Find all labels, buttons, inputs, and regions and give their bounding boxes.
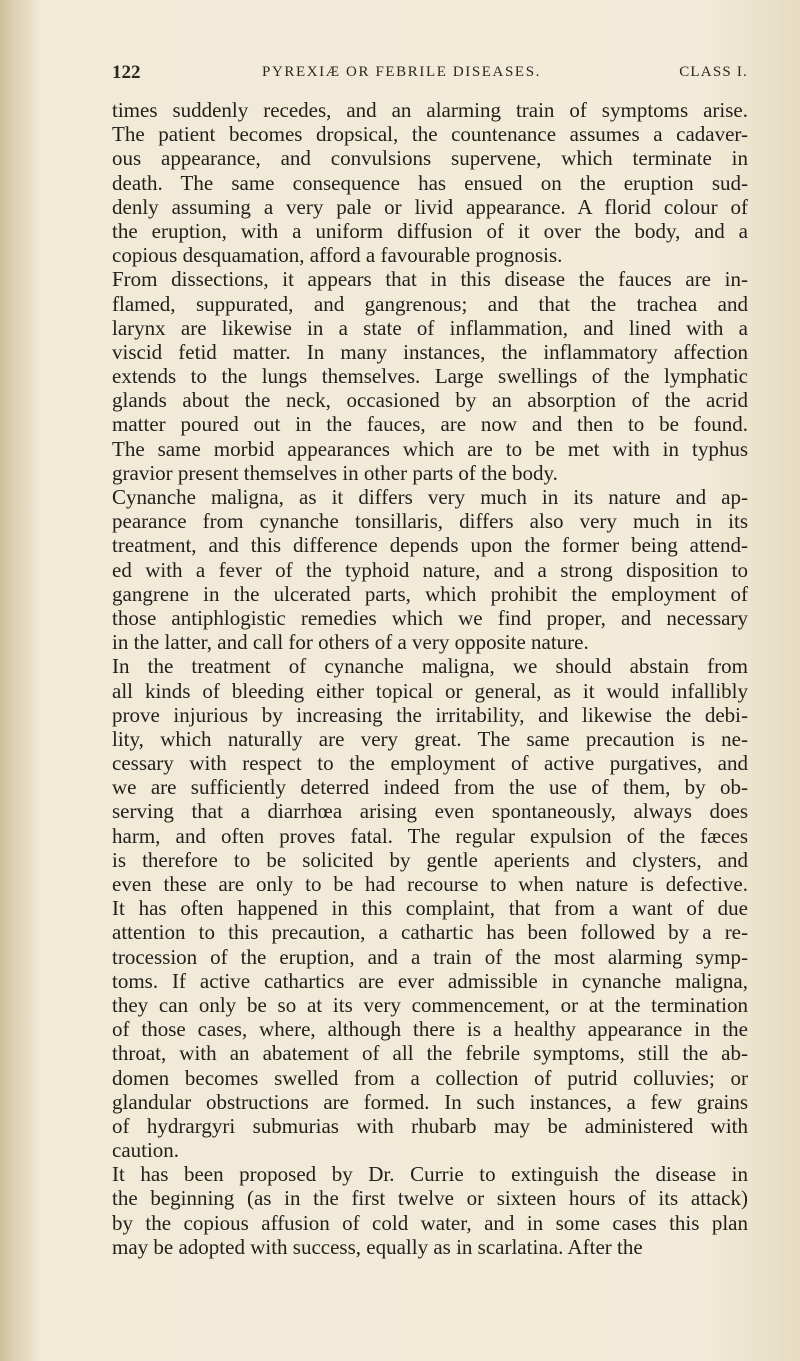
body-text	[112, 98, 748, 1259]
text-line: larynx are likewise in a state of inflammation, and lined with a	[112, 315, 748, 340]
text-line: It has been proposed by Dr. Currie to extinguish the disease in	[112, 1162, 748, 1187]
page-number: 122	[112, 62, 141, 83]
text-line: copious desquamation, afford a favourable prognosis.	[112, 243, 563, 268]
text-line: lity, which naturally are very great. The same precaution is ne-	[112, 726, 748, 751]
text-line: cessary with respect to the employment of active purgatives, and	[112, 751, 748, 776]
text-line: viscid fetid matter. In many instances, the inflammatory affection	[112, 339, 748, 364]
text-line: pearance from cynanche tonsillaris, differs also very much in its	[112, 509, 748, 534]
text-line: ed with a fever of the typhoid nature, and a strong disposition to	[112, 557, 748, 582]
text-line: trocession of the eruption, and a train of the most alarming symp-	[112, 944, 748, 969]
text-line: of those cases, where, although there is a healthy appearance in the	[112, 1017, 748, 1042]
text-line: may be adopted with success, equally as in scarlatina. After the	[112, 1234, 643, 1259]
text-line: they can only be so at its very commencement, or at the termination	[112, 992, 748, 1017]
text-line: The same morbid appearances which are to be met with in typhus	[112, 436, 748, 461]
text-line: glandular obstructions are formed. In such instances, a few grains	[112, 1089, 748, 1114]
text-line: ous appearance, and convulsions supervene, which terminate in	[112, 146, 748, 171]
text-line: the eruption, with a uniform diffusion of it over the body, and a	[112, 218, 748, 243]
text-line: prove injurious by increasing the irritability, and likewise the debi-	[112, 702, 748, 727]
running-title: PYREXIÆ OR FEBRILE DISEASES.	[262, 64, 541, 80]
text-line: serving that a diarrhœa arising even spontaneously, always does	[112, 799, 748, 824]
text-line: times suddenly recedes, and an alarming train of symptoms arise.	[112, 98, 748, 122]
binding-edge	[0, 0, 40, 1361]
text-line: flamed, suppurated, and gangrenous; and that the trachea and	[112, 291, 748, 316]
text-line: harm, and often proves fatal. The regular expulsion of the fæces	[112, 823, 748, 848]
running-head	[112, 62, 748, 84]
text-line: extends to the lungs themselves. Large swellings of the lymphatic	[112, 364, 748, 389]
text-line: treatment, and this difference depends upon the former being attend-	[112, 533, 748, 558]
text-line: even these are only to be had recourse to when nature is defective.	[112, 872, 748, 896]
text-line: by the copious affusion of cold water, and in some cases this plan	[112, 1210, 748, 1235]
text-line: glands about the neck, occasioned by an absorption of the acrid	[112, 388, 748, 413]
text-line: gravior present themselves in other parts of the body.	[112, 460, 558, 485]
text-line: Cynanche maligna, as it differs very much in its nature and ap-	[112, 485, 748, 509]
class-label: CLASS I.	[679, 64, 748, 80]
text-line: all kinds of bleeding either topical or general, as it would infallibly	[112, 678, 748, 703]
text-line: is therefore to be solicited by gentle aperients and clysters, and	[112, 847, 748, 872]
text-line: caution.	[112, 1138, 180, 1163]
text-line: the beginning (as in the first twelve or sixteen hours of its attack)	[112, 1186, 748, 1211]
text-line: those antiphlogistic remedies which we find proper, and necessary	[112, 605, 748, 630]
text-line: It has often happened in this complaint, that from a want of due	[112, 896, 748, 921]
text-line: domen becomes swelled from a collection of putrid colluvies; or	[112, 1065, 748, 1090]
text-line: From dissections, it appears that in this disease the fauces are in-	[112, 267, 748, 292]
text-line: attention to this precaution, a cathartic has been followed by a re-	[112, 920, 748, 945]
text-line: throat, with an abatement of all the febrile symptoms, still the ab-	[112, 1041, 748, 1066]
text-line: death. The same consequence has ensued on the eruption sud-	[112, 170, 748, 195]
text-line: of hydrargyri submurias with rhubarb may be administered with	[112, 1113, 748, 1138]
text-line: gangrene in the ulcerated parts, which prohibit the employment of	[112, 581, 748, 606]
text-line: matter poured out in the fauces, are now and then to be found.	[112, 412, 748, 437]
text-line: The patient becomes dropsical, the countenance assumes a cadaver-	[112, 122, 748, 147]
text-line: toms. If active cathartics are ever admissible in cynanche maligna,	[112, 968, 748, 993]
text-line: in the latter, and call for others of a very opposite nature.	[112, 630, 589, 655]
text-line: we are sufficiently deterred indeed from the use of them, by ob-	[112, 775, 748, 800]
text-line: denly assuming a very pale or livid appearance. A florid colour of	[112, 194, 748, 219]
text-line: In the treatment of cynanche maligna, we should abstain from	[112, 654, 748, 679]
